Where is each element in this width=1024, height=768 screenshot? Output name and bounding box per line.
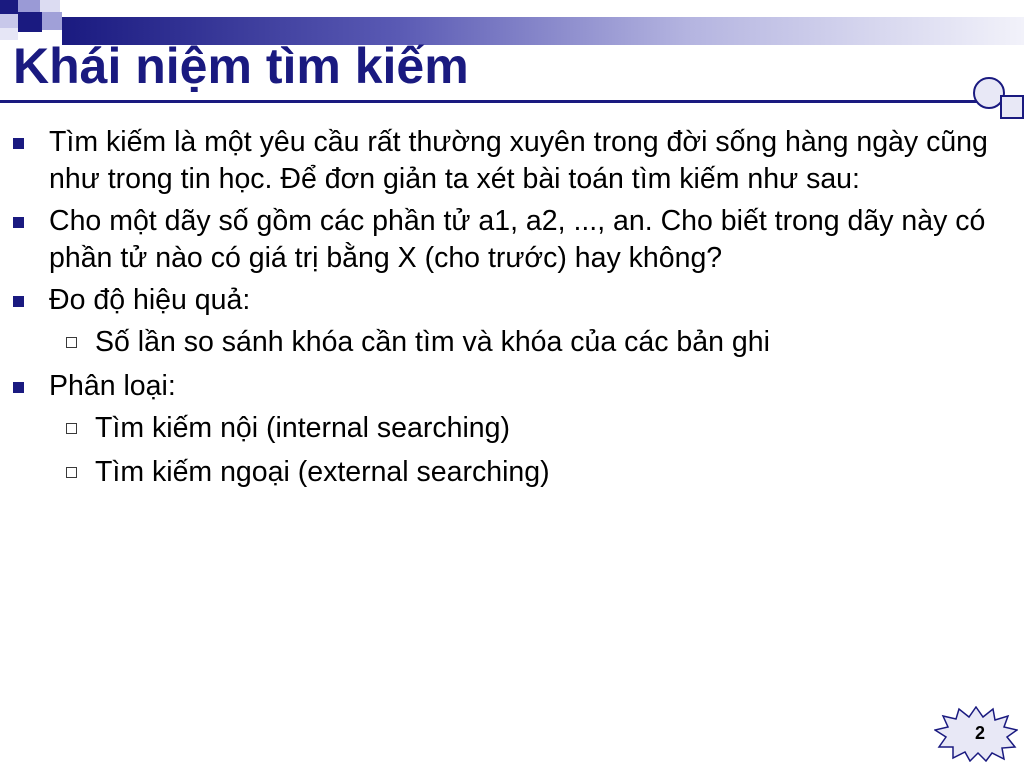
bullet-item [0, 124, 1009, 198]
sub-bullet-text: Tìm kiếm ngoại (external searching) [95, 456, 550, 488]
square-bullet-icon [13, 217, 24, 228]
bullet-list [0, 124, 1024, 498]
sub-bullet-item [0, 454, 995, 491]
hollow-square-bullet-icon [66, 467, 77, 478]
title-underline [0, 100, 985, 103]
corner-decoration-square [42, 12, 62, 30]
bullet-text: Đo độ hiệu quả: [49, 284, 251, 316]
sub-bullet-text: Số lần so sánh khóa cần tìm và khóa của các bản ghi [95, 326, 770, 358]
corner-decoration-square [18, 12, 42, 32]
bullet-item [0, 368, 1009, 405]
sub-bullet-text: Tìm kiếm nội (internal searching) [95, 412, 510, 444]
slide-title: Khái niệm tìm kiếm [13, 38, 469, 94]
sub-bullet-item [0, 324, 995, 361]
bullet-text: Cho một dãy số gồm các phần tử a1, a2, ..., an. Cho biết trong dãy này có phần tử nào có giá trị bằng X (cho trước) hay không? [49, 205, 986, 274]
bullet-text: Tìm kiếm là một yêu cầu rất thường xuyên trong đời sống hàng ngày cũng như trong tin học. Để đơn giản ta xét bài toán tìm kiếm như sau: [49, 126, 988, 195]
corner-decoration-square [40, 0, 60, 12]
square-bullet-icon [13, 382, 24, 393]
corner-decoration-square [0, 14, 18, 28]
square-ornament-icon [1000, 95, 1024, 119]
corner-decoration-square [0, 0, 18, 14]
hollow-square-bullet-icon [66, 423, 77, 434]
hollow-square-bullet-icon [66, 337, 77, 348]
sub-bullet-item [0, 410, 995, 447]
bullet-item [0, 282, 1009, 319]
bullet-item [0, 203, 1009, 277]
page-number: 2 [974, 723, 985, 743]
corner-decoration-square [18, 0, 40, 12]
square-bullet-icon [13, 138, 24, 149]
square-bullet-icon [13, 296, 24, 307]
bullet-text: Phân loại: [49, 370, 176, 402]
